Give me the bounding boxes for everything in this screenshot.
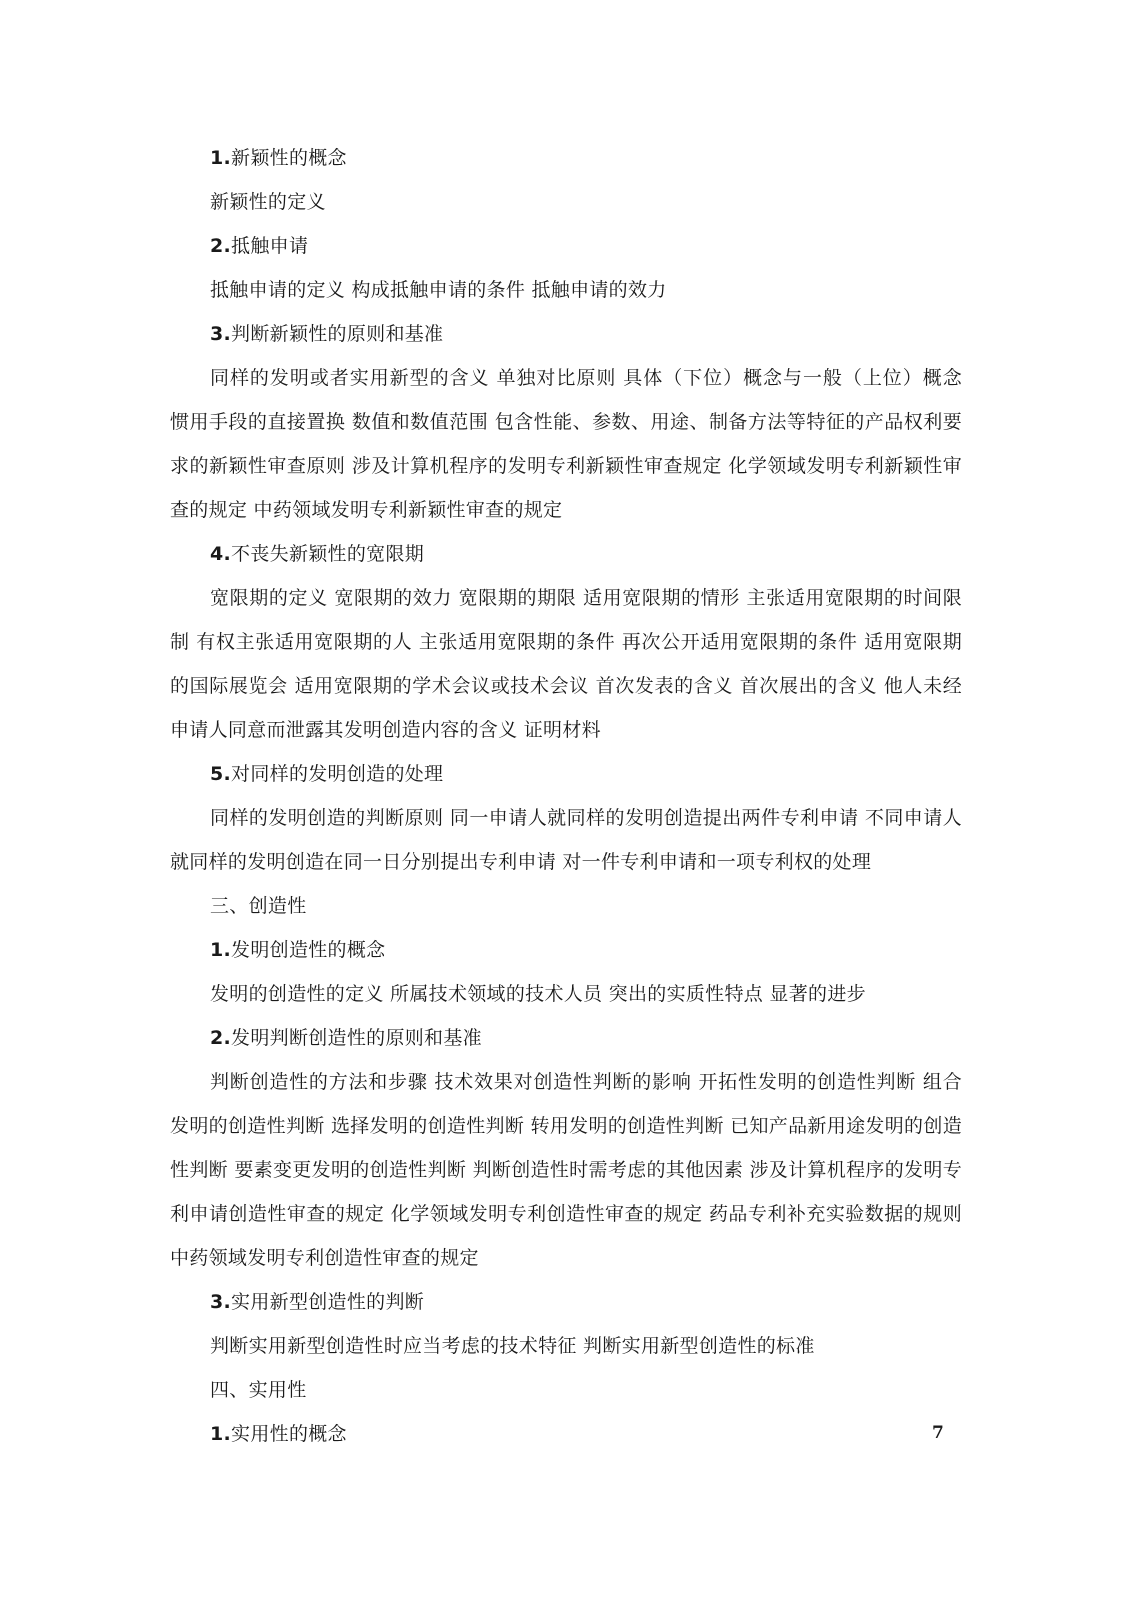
heading-number: 2.: [210, 1027, 232, 1049]
heading-text: 发明创造性的概念: [231, 939, 386, 961]
heading-text: 发明判断创造性的原则和基准: [231, 1027, 482, 1049]
heading-novelty-concept: [170, 136, 962, 180]
heading-number: 1.: [210, 1423, 232, 1445]
paragraph-inventiveness-principles: 判断创造性的方法和步骤 技术效果对创造性判断的影响 开拓性发明的创造性判断 组合发明的创造性判断 选择发明的创造性判断 转用发明的创造性判断 已知产品新用途发明的创造性判断 要素变更发明的创造性判断 判断创造性时需考虑的其他因素 涉及计算机程序的发明专利申请创造性审查的规定 化学领域发明专利创造性审查的规定 药品专利补充实验数据的规则 中药领域发明专利创造性审查的规定: [170, 1071, 962, 1269]
heading-number: 1.: [210, 939, 232, 961]
heading-text: 判断新颖性的原则和基准: [231, 323, 444, 345]
heading-grace-period: [170, 532, 962, 576]
heading-number: 5.: [210, 763, 232, 785]
paragraph-grace-period: 宽限期的定义 宽限期的效力 宽限期的期限 适用宽限期的情形 主张适用宽限期的时间限制 有权主张适用宽限期的人 主张适用宽限期的条件 再次公开适用宽限期的条件 适用宽限期的国际展览会 适用宽限期的学术会议或技术会议 首次发表的含义 首次展出的含义 他人未经申请人同意而泄露其发明创造内容的含义 证明材料: [170, 587, 962, 741]
paragraph-conflicting-application: 抵触申请的定义 构成抵触申请的条件 抵触申请的效力: [210, 279, 667, 301]
heading-text: 不丧失新颖性的宽限期: [231, 543, 425, 565]
heading-conflicting-application: [170, 224, 962, 268]
heading-text: 实用新型创造性的判断: [231, 1291, 425, 1313]
paragraph-novelty-definition: 新颖性的定义: [210, 191, 326, 213]
paragraph-novelty-principles: 同样的发明或者实用新型的含义 单独对比原则 具体（下位）概念与一般（上位）概念 惯用手段的直接置换 数值和数值范围 包含性能、参数、用途、制备方法等特征的产品权利要求的新颖性审查原则 涉及计算机程序的发明专利新颖性审查规定 化学领域发明专利新颖性审查的规定 中药领域发明专利新颖性审查的规定: [170, 367, 962, 521]
paragraph-inventiveness-definition: 发明的创造性的定义 所属技术领域的技术人员 突出的实质性特点 显著的进步: [210, 983, 866, 1005]
heading-number: 2.: [210, 235, 232, 257]
heading-text: 实用性的概念: [231, 1423, 347, 1445]
heading-utility-model-inventiveness: [170, 1280, 962, 1324]
heading-practical-applicability-concept: [170, 1412, 962, 1456]
heading-number: 3.: [210, 323, 232, 345]
paragraph-utility-model-inventiveness: 判断实用新型创造性时应当考虑的技术特征 判断实用新型创造性的标准: [210, 1335, 815, 1357]
heading-text: 抵触申请: [231, 235, 309, 257]
heading-inventiveness-concept: [170, 928, 962, 972]
heading-same-invention: [170, 752, 962, 796]
paragraph-same-invention: 同样的发明创造的判断原则 同一申请人就同样的发明创造提出两件专利申请 不同申请人就同样的发明创造在同一日分别提出专利申请 对一件专利申请和一项专利权的处理: [170, 807, 962, 873]
section-title-practical-applicability: 四、实用性: [210, 1379, 307, 1401]
heading-text: 对同样的发明创造的处理: [231, 763, 444, 785]
heading-number: 1.: [210, 147, 232, 169]
heading-text: 新颖性的概念: [231, 147, 347, 169]
page-number: 7: [932, 1423, 944, 1443]
heading-inventiveness-principles: [170, 1016, 962, 1060]
document-body: [170, 136, 962, 1456]
heading-novelty-principles: [170, 312, 962, 356]
section-title-inventiveness: 三、创造性: [210, 895, 307, 917]
heading-number: 3.: [210, 1291, 232, 1313]
heading-number: 4.: [210, 543, 232, 565]
